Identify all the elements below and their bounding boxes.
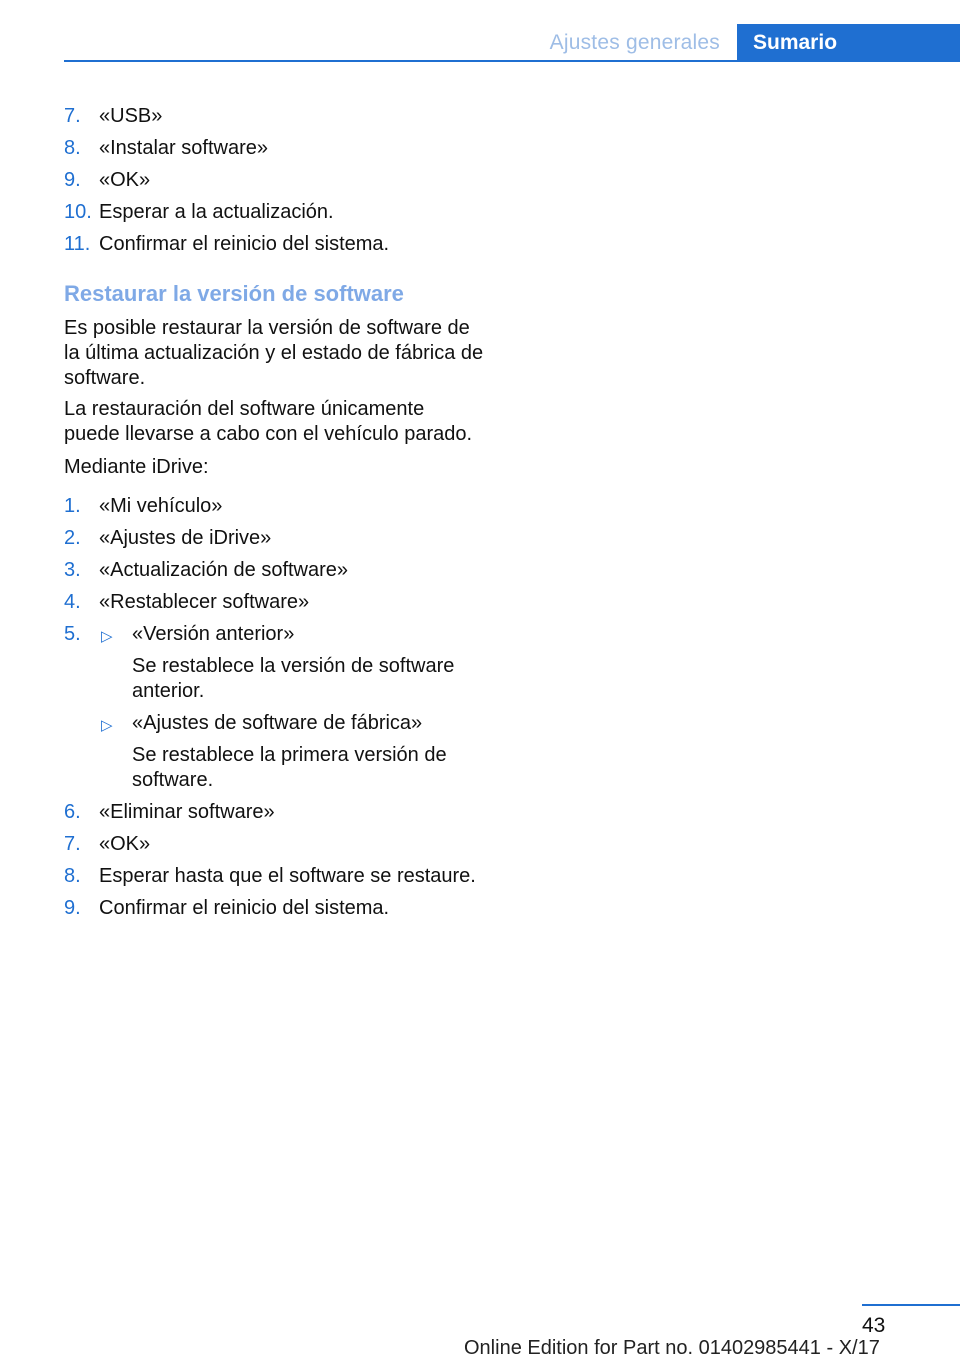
paragraph: Es posible restaurar la versión de software de la última actualización y el estado de fábrica de software. (64, 317, 484, 389)
sub-item-title: «Ajustes de software de fábrica» (132, 712, 423, 734)
page-header (0, 0, 960, 64)
list-number: 7. (64, 105, 81, 127)
tab-sumario-label: Sumario (753, 31, 838, 54)
list-text: «Instalar software» (99, 137, 268, 159)
paragraph: La restauración del software únicamente puede llevarse a cabo con el vehículo parado. (64, 398, 473, 445)
triangle-bullet-icon: ▷ (101, 628, 113, 645)
list-text: «Restablecer software» (99, 591, 310, 613)
tab-sumario[interactable] (737, 24, 960, 62)
list-text: «USB» (99, 105, 163, 127)
sub-item-title: «Versión anterior» (132, 623, 295, 645)
list-text: «Actualización de software» (99, 559, 349, 581)
list-text: «Mi vehículo» (99, 495, 223, 517)
list-number: 7. (64, 833, 81, 855)
list-text: «Ajustes de iDrive» (99, 527, 272, 549)
sub-item-desc: Se restablece la versión de software anterior. (132, 655, 455, 702)
paragraph: Mediante iDrive: (64, 456, 209, 478)
list-number: 3. (64, 559, 81, 581)
list-text: «OK» (99, 169, 151, 191)
list-number: 11. (64, 233, 91, 255)
list-number: 8. (64, 137, 81, 159)
edition-note: Online Edition for Part no. 01402985441 - X/17 (464, 1337, 880, 1359)
triangle-bullet-icon: ▷ (101, 717, 113, 734)
breadcrumb[interactable]: Ajustes generales (549, 31, 720, 54)
section-heading: Restaurar la versión de software (64, 281, 404, 306)
list-text: Esperar a la actualización. (99, 201, 334, 223)
list-number: 5. (64, 623, 81, 645)
list-number: 4. (64, 591, 81, 613)
footer-divider (862, 1304, 960, 1306)
header-divider (64, 60, 960, 62)
list-text: Confirmar el reinicio del sistema. (99, 897, 390, 919)
list-number: 6. (64, 801, 81, 823)
list-number: 9. (64, 897, 81, 919)
list-text: Confirmar el reinicio del sistema. (99, 233, 390, 255)
list-number: 8. (64, 865, 81, 887)
page-number: 43 (862, 1314, 886, 1337)
list-text: «Eliminar software» (99, 801, 275, 823)
list-number: 10. (64, 201, 92, 223)
sub-item-desc: Se restablece la primera versión de software. (132, 744, 447, 791)
list-text: Esperar hasta que el software se restaure. (99, 865, 476, 887)
list-number: 9. (64, 169, 81, 191)
list-number: 1. (64, 495, 81, 517)
list-text: «OK» (99, 833, 151, 855)
list-number: 2. (64, 527, 81, 549)
